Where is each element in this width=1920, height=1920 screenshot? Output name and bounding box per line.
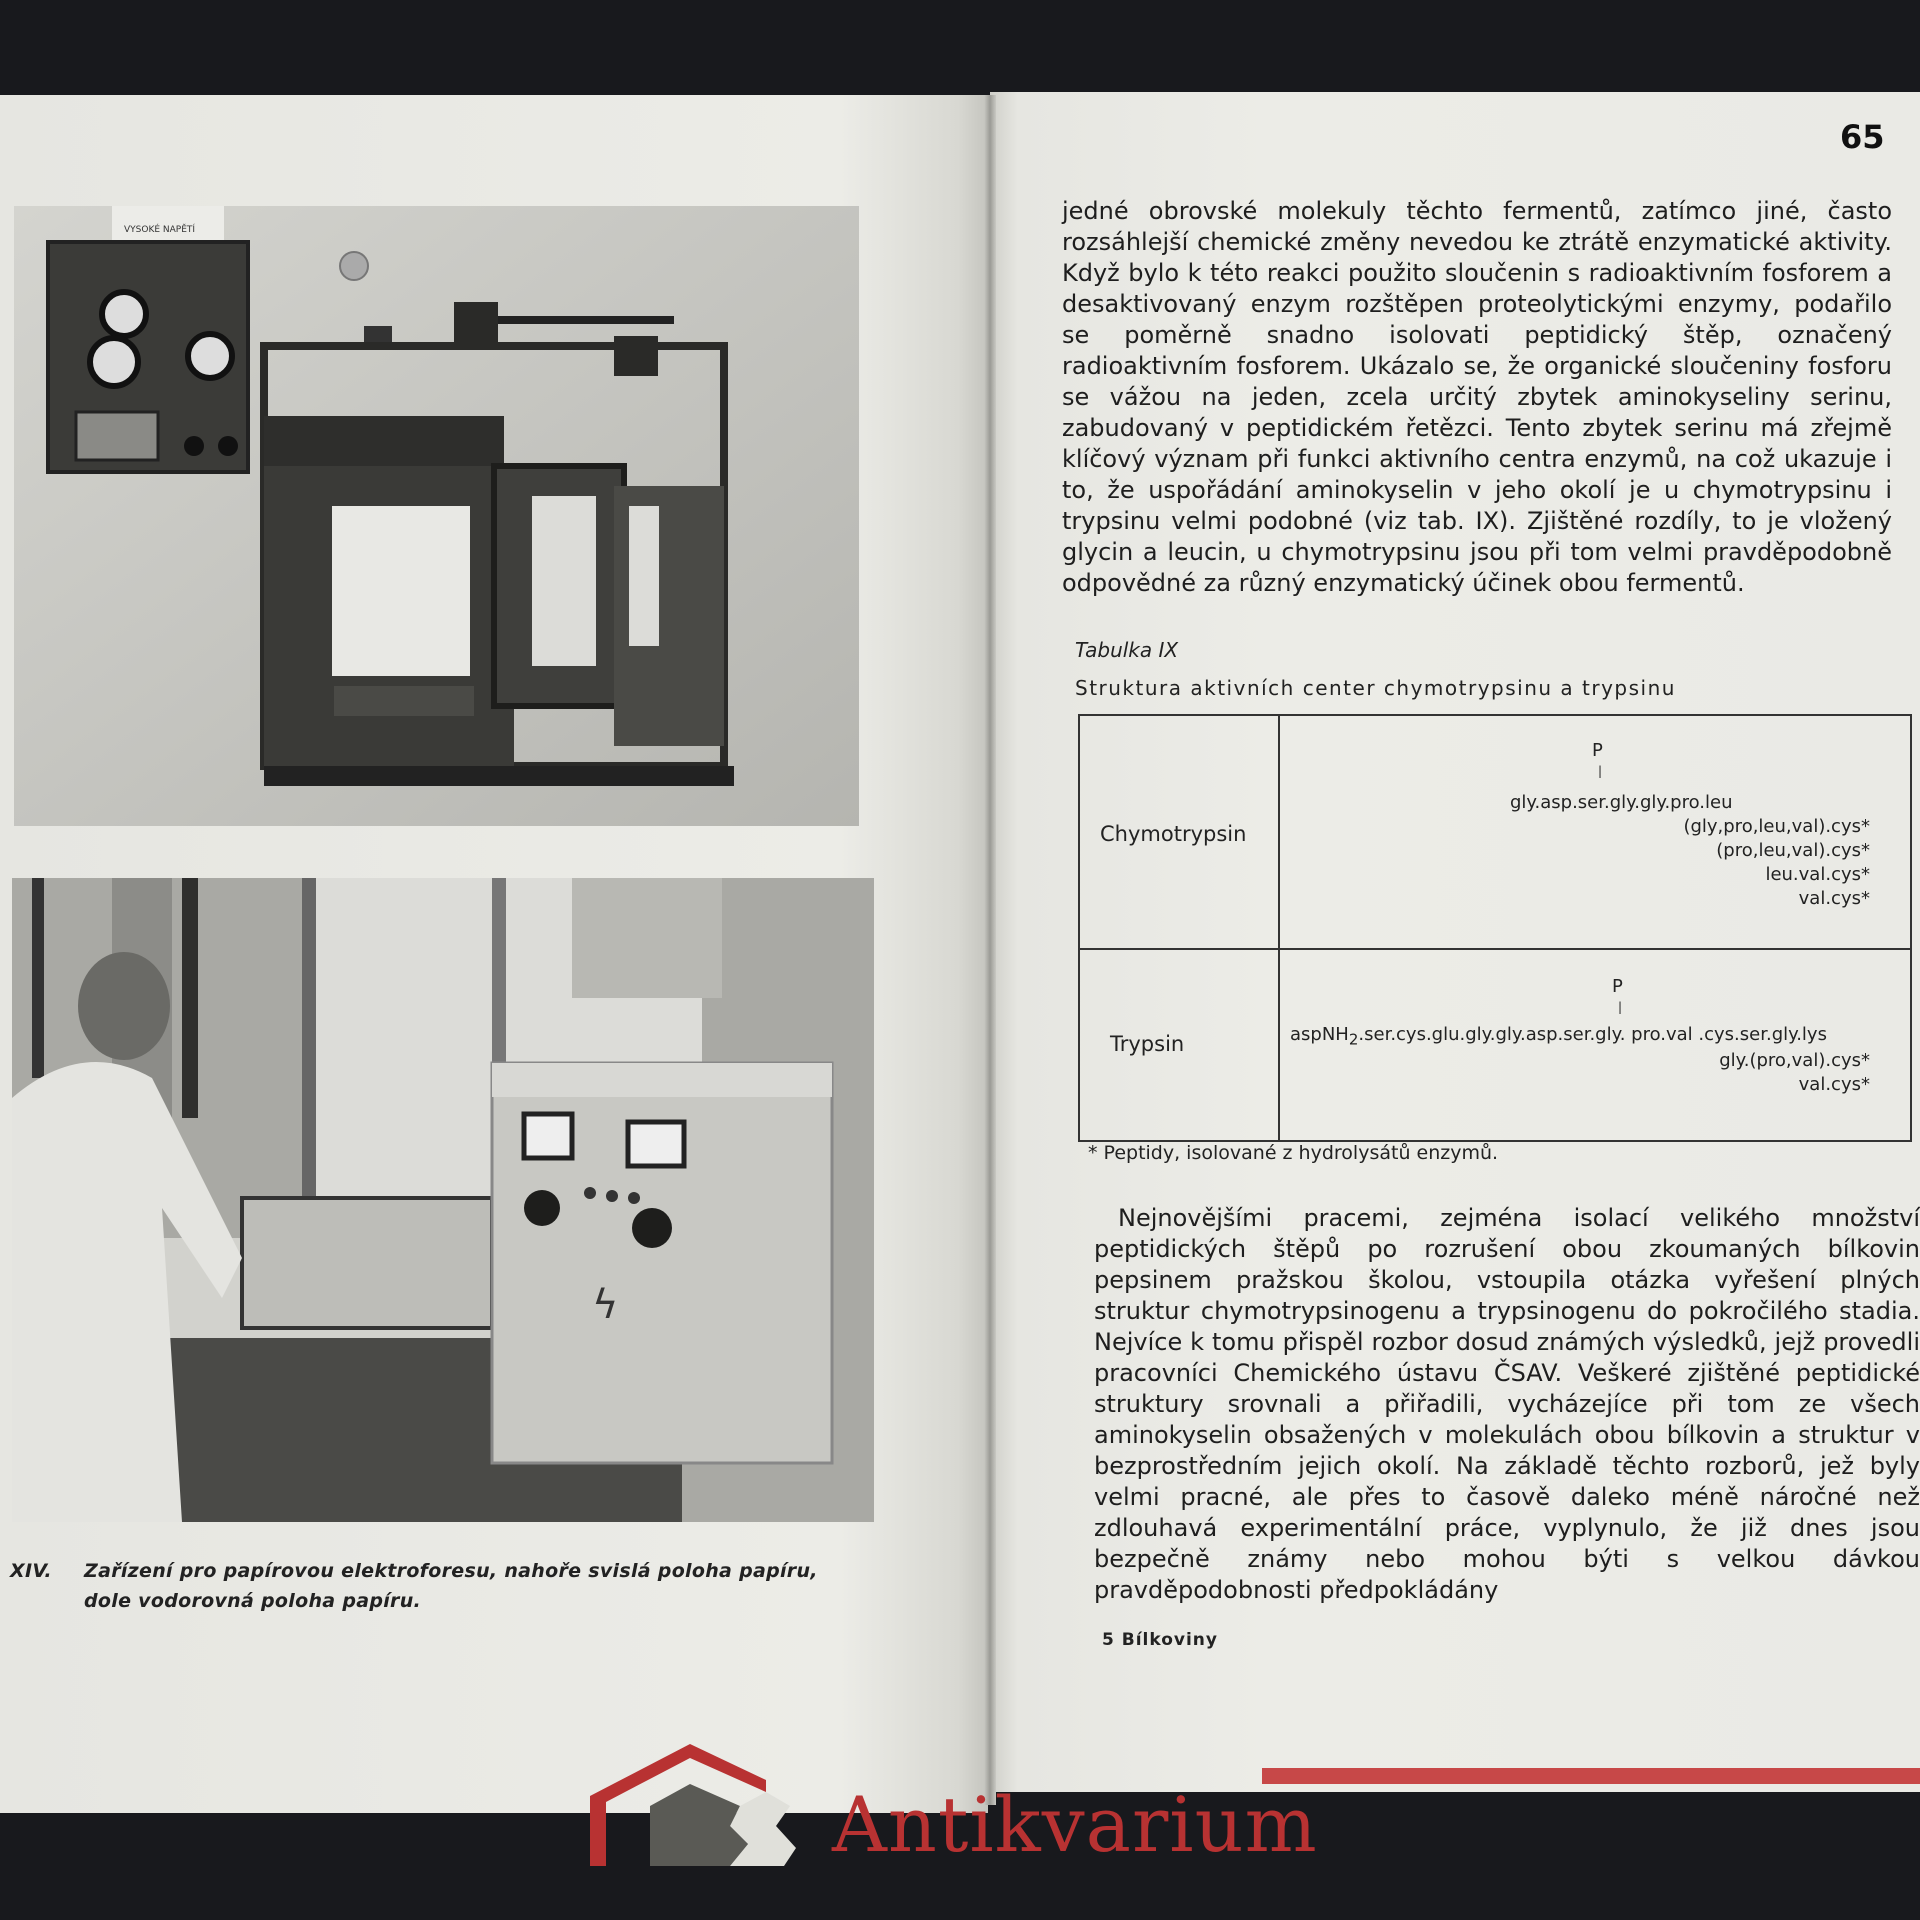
photo-vertical-illustration: [14, 206, 859, 826]
page-footer: 5 Bílkoviny: [1102, 1630, 1218, 1650]
phosphate-marker: P: [1612, 976, 1623, 997]
warning-sign-text: VYSOKÉ NAPĚTÍ: [124, 225, 196, 235]
chemistry-table: [1078, 714, 1912, 1142]
trypsin-subscript: 2: [1348, 1030, 1359, 1049]
sequence-line: (pro,leu,val).cys*: [1716, 840, 1870, 861]
table-column-divider: [1278, 716, 1280, 1140]
sequence-line: gly.asp.ser.gly.gly.pro.leu: [1510, 792, 1733, 813]
figure-number: XIV.: [10, 1560, 52, 1582]
sequence-line: leu.val.cys*: [1765, 864, 1870, 885]
sequence-line: (gly,pro,leu,val).cys*: [1683, 816, 1870, 837]
table-label: Tabulka IX: [1075, 638, 1179, 662]
photo-horizontal-apparatus: [12, 878, 874, 1522]
photo-vertical-apparatus: [14, 206, 859, 826]
watermark-text: Antikvarium: [832, 1780, 1318, 1869]
figure-caption-text: Zařízení pro papírovou elektroforesu, nahoře svislá poloha papíru, dole vodorovná poloha papíru.: [84, 1560, 818, 1612]
page-number: 65: [1840, 118, 1885, 156]
table-footnote: * Peptidy, isolované z hydrolysátů enzymů.: [1088, 1142, 1499, 1164]
row-name-trypsin: Trypsin: [1110, 1032, 1185, 1056]
trypsin-main-sequence: [1290, 1024, 1827, 1049]
sequence-line: val.cys*: [1798, 1074, 1870, 1095]
photo-horizontal-illustration: [12, 878, 874, 1522]
sequence-line: val.cys*: [1798, 888, 1870, 909]
book-spine: [984, 95, 996, 1805]
phosphate-marker: P: [1592, 740, 1603, 761]
table-title: Struktura aktivních center chymotrypsinu a trypsinu: [1075, 676, 1676, 700]
paragraph-1: jedné obrovské molekuly těchto fermentů, zatímco jiné, často rozsáhlejší chemické změny nevedou ke ztrátě enzymatické aktivity. Když bylo k této reakci použito sloučenin s radioaktivním fosforem a desaktivovaný enzym rozštěpen proteolytickými enzymy, podařilo se poměrně snadno isolovati peptidický štěp, označený radioaktivním fosforem. Ukázalo se, že organické sloučeniny fosforu se vážou na jeden, zcela určitý zbytek aminokyseliny serinu, zabudovaný v peptidickém řetězci. Tento zbytek serinu má zřejmě klíčový význam při funkci aktivního centra enzymů, na což ukazuje i to, že uspořádání aminokyselin v jeho okolí je u chymotrypsinu i trypsinu velmi podobné (viz tab. IX). Zjištěné rozdíly, to je vložený glycin a leucin, u chymotrypsinu jsou při tom velmi pravděpodobně odpovědné za různý enzymatický účinek obou fermentů.: [1062, 197, 1892, 597]
sequence-line: gly.(pro,val).cys*: [1719, 1050, 1870, 1071]
table-row-divider: [1080, 948, 1910, 950]
row-name-chymotrypsin: Chymotrypsin: [1100, 822, 1247, 846]
paragraph-2: Nejnovějšími pracemi, zejména isolací velikého množství peptidických štěpů po rozrušení obou zkoumaných bílkovin pepsinem pražskou školou, vstoupila otázka vyřešení plných struktur chymotrypsinogenu a trypsinogenu do pokročilého stadia. Nejvíce k tomu přispěl rozbor dosud známých výsledků, jejž provedli pracovníci Chemického ústavu ČSAV. Veškeré zjištěné peptidické struktury srovnali a přiřadili, vycházejíce při tom ze všech aminokyselin obsažených v molekulách obou bílkovin a struktur v bezprostředním jejich okolí. Na základě těchto rozborů, jež byly velmi pracné, ale přes to časově daleko méně náročné než zdlouhavá experimentální práce, vyplynulo, že již dnes jsou bezpečně známy nebo mohou býti s velkou dávkou pravděpodobnosti předpokládány: [1094, 1204, 1920, 1604]
bond-tick: |: [1618, 1000, 1623, 1014]
trypsin-sequence-suffix: .ser.cys.glu.gly.gly.asp.ser.gly. pro.val .cys.ser.gly.lys: [1358, 1024, 1827, 1045]
figure-caption: [10, 1556, 870, 1616]
bond-tick: |: [1598, 764, 1603, 778]
svg-text:ϟ: ϟ: [592, 1282, 619, 1328]
trypsin-sequence-prefix: aspNH: [1290, 1024, 1349, 1045]
